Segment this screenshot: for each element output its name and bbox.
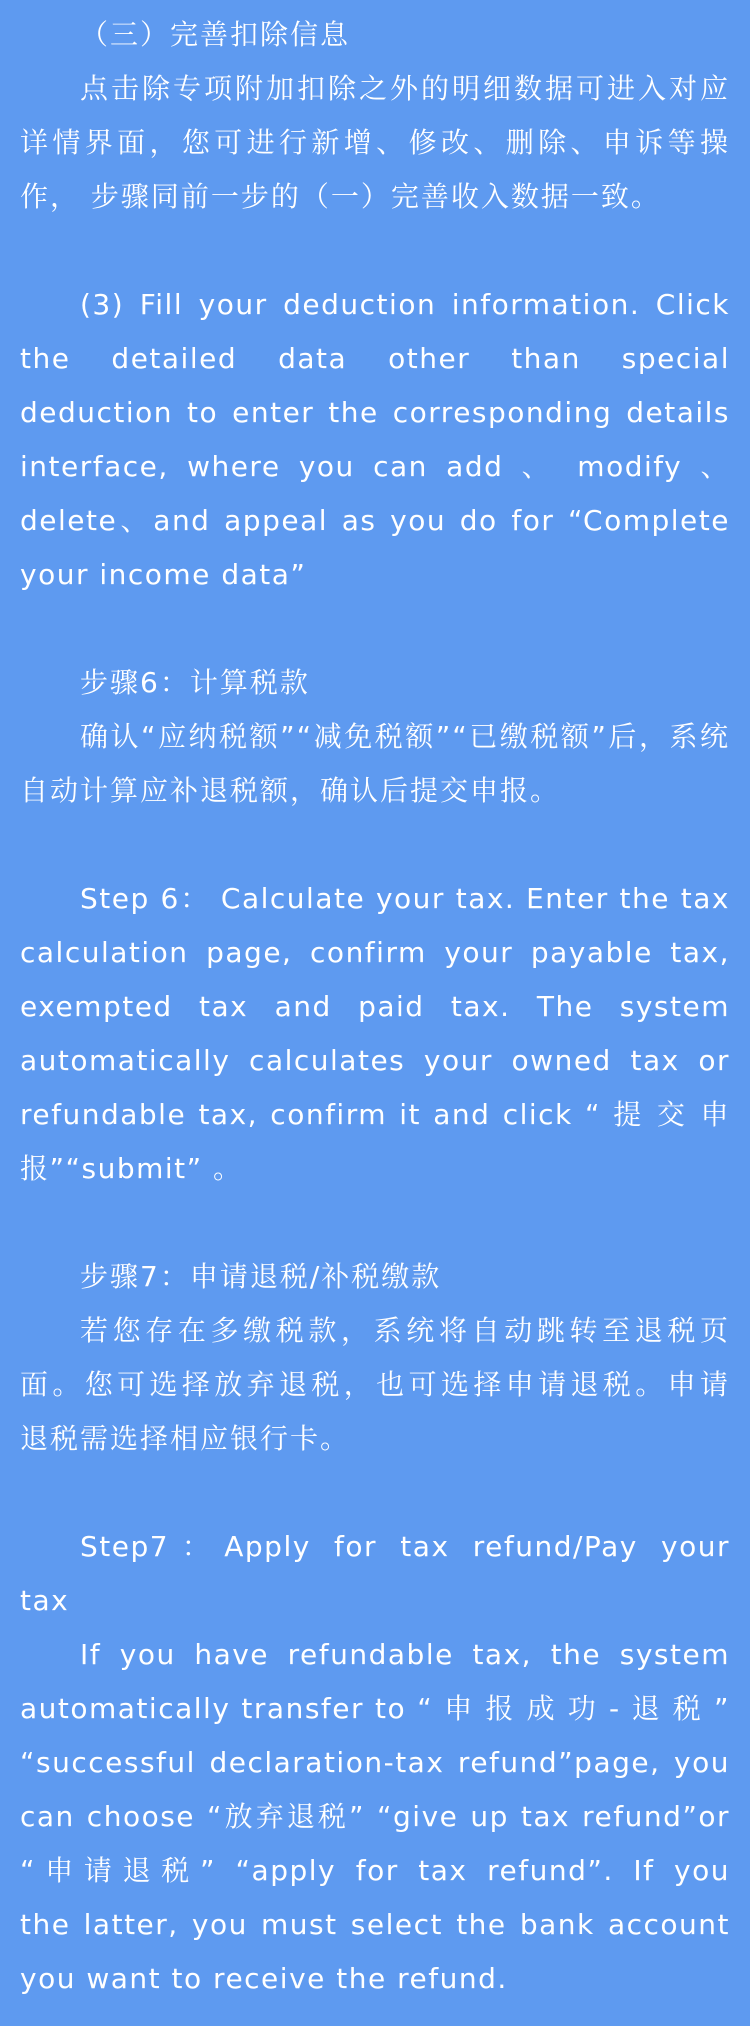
paragraph-line: 自动计算应补退税额，确认后提交申报。 xyxy=(20,774,561,807)
paragraph-line: 报”“submit” 。 xyxy=(20,1152,243,1185)
paragraph-line: automatically calculates your owned tax or xyxy=(20,1044,730,1077)
paragraph-line: delete、and appeal as you do for “Complete xyxy=(20,504,730,537)
paragraph-line: 作， 步骤同前一步的（一）完善收入数据一致。 xyxy=(20,180,661,213)
step7-heading-en: tax xyxy=(20,1584,70,1617)
paragraph-line: 面。您可选择放弃退税，也可选择申请退税。申请 xyxy=(20,1368,730,1401)
paragraph-line: Step 6： Calculate your tax. Enter the tax xyxy=(80,882,730,915)
paragraph-line: 确认“应纳税额”“减免税额”“已缴税额”后，系统 xyxy=(80,720,730,753)
paragraph-spacer xyxy=(20,602,730,656)
paragraph-line: the latter, you must select the bank account xyxy=(20,1908,730,1941)
paragraph-line: deduction to enter the corresponding details xyxy=(20,396,730,429)
paragraph-line: (3) Fill your deduction information. Click xyxy=(80,288,730,321)
paragraph-line: automatically transfer to “ 申 报 成 功 - 退 税 ” xyxy=(20,1692,730,1725)
section-heading-deduction-cn: （三）完善扣除信息 xyxy=(80,18,351,51)
paragraph-line: interface, where you can add 、 modify 、 xyxy=(20,450,730,483)
paragraph-spacer xyxy=(20,224,730,278)
paragraph-spacer xyxy=(20,1466,730,1520)
paragraph-line: 点击除专项附加扣除之外的明细数据可进入对应 xyxy=(80,72,730,105)
paragraph-line: 详情界面，您可进行新增、修改、删除、申诉等操 xyxy=(20,126,730,159)
paragraph-line: calculation page, confirm your payable tax, xyxy=(20,936,730,969)
step6-heading-cn: 步骤6：计算税款 xyxy=(80,666,310,699)
paragraph-line: you want to receive the refund. xyxy=(20,1962,508,1995)
paragraph-line: your income data” xyxy=(20,558,307,591)
paragraph-spacer xyxy=(20,818,730,872)
paragraph-line: 退税需选择相应银行卡。 xyxy=(20,1422,351,1455)
paragraph-line: “successful declaration-tax refund”page, you xyxy=(20,1746,730,1779)
paragraph-line: refundable tax, confirm it and click “ 提 交 申 xyxy=(20,1098,730,1131)
step7-heading-cn: 步骤7：申请退税/补税缴款 xyxy=(80,1260,442,1293)
paragraph-line: “申请退税” “apply for tax refund”. If you xyxy=(20,1854,730,1887)
paragraph-line: the detailed data other than special xyxy=(20,342,730,375)
step7-heading-en: Step7：Apply for tax refund/Pay your xyxy=(80,1530,730,1563)
paragraph-spacer xyxy=(20,1196,730,1250)
paragraph-line: exempted tax and paid tax. The system xyxy=(20,990,730,1023)
paragraph-line: If you have refundable tax, the system xyxy=(80,1638,730,1671)
paragraph-line: can choose “放弃退税” “give up tax refund”or xyxy=(20,1800,730,1833)
paragraph-line: 若您存在多缴税款，系统将自动跳转至退税页 xyxy=(80,1314,730,1347)
